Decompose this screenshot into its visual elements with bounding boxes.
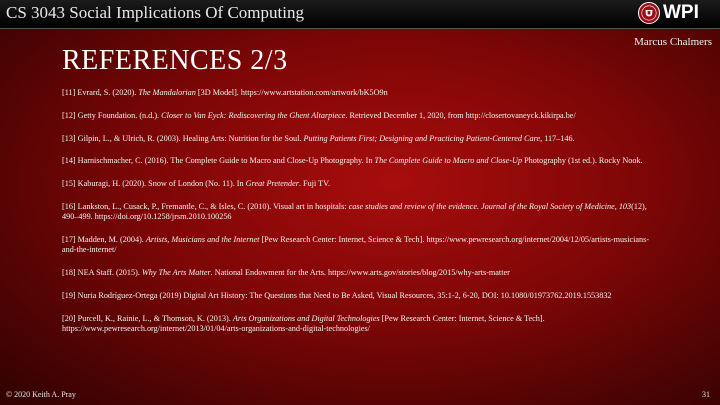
reference-text: [15] Kaburagi, H. (2020). Snow of London (No. 11). In (62, 179, 246, 189)
reference-item (62, 134, 657, 144)
reference-item (62, 156, 657, 166)
reference-text: , 117–146. (540, 133, 575, 143)
page-number: 31 (702, 390, 710, 399)
reference-text: [3D Model]. https://www.artstation.com/artwork/bK5O9n (195, 88, 388, 97)
references-list (62, 88, 657, 347)
reference-item (62, 268, 657, 278)
reference-item (62, 291, 657, 301)
reference-text: [11] Evrard, S. (2020). (62, 88, 139, 97)
copyright-footer: © 2020 Keith A. Pray (6, 390, 76, 399)
reference-italic-text: Arts Organizations and Digital Technologies (232, 313, 380, 323)
reference-italic-text: Artists, Musicians and the Internet (145, 234, 260, 244)
reference-text: . Fuji TV. (298, 179, 331, 189)
reference-text: . Retrieved December 1, 2020, from http://closertovaneyck.kikirpa.be/ (345, 110, 576, 120)
reference-item (62, 179, 657, 189)
reference-item (62, 88, 657, 98)
reference-italic-text: case studies and review of the evidence. Journal of the Royal Society of Medicine, 103 (348, 201, 632, 211)
reference-text: [Pew Research Center: Internet, Science & Tech]. https://www.pewresearch.org/internet/2004/12/05/artists-musicians-and-the-internet/ (62, 234, 650, 255)
reference-italic-text: Putting Patients First; Designing and Practicing Patient-Centered Care (303, 133, 541, 143)
wpi-seal-icon (638, 2, 660, 24)
reference-item (62, 202, 657, 222)
wpi-logo-text: WPI (663, 2, 699, 23)
reference-text: [19] Nuria Rodríguez-Ortega (2019) Digital Art History: The Questions that Need to Be Asked, Visual Resources, 35:1-2, 6-20, DOI: 10.1080/01973762.2019.1553832 (62, 290, 612, 300)
reference-item (62, 111, 657, 121)
reference-text: [16] Lankston, L., Cusack, P., Fremantle, C., & Isles, C. (2010). Visual art in hospitals: (62, 201, 349, 211)
slide-title: REFERENCES 2/3 (62, 45, 288, 76)
course-title: CS 3043 Social Implications Of Computing (6, 3, 304, 22)
reference-text: [14] Harnischmacher, C. (2016). The Complete Guide to Macro and Close-Up Photography. In (62, 156, 375, 166)
header-bar (0, 0, 720, 29)
reference-text: [13] Gilpin, L., & Ulrich, R. (2003). Healing Arts: Nutrition for the Soul. (62, 133, 304, 143)
author-name: Marcus Chalmers (634, 36, 712, 48)
reference-text: . National Endowment for the Arts. https://www.arts.gov/stories/blog/2015/why-arts-matter (210, 267, 510, 277)
reference-text: [Pew Research Center: Internet, Science & Tech]. https://www.pewresearch.org/internet/2013/01/04/arts-organizations-and-digital-technologies/ (62, 313, 545, 333)
reference-text: [18] NEA Staff. (2015). (62, 267, 142, 277)
reference-text: [12] Getty Foundation. (n.d.). (62, 110, 162, 120)
reference-text: Photography (1st ed.). Rocky Nook. (522, 156, 643, 166)
wpi-logo (638, 2, 718, 26)
reference-italic-text: Why The Arts Matter (141, 267, 211, 277)
reference-italic-text: The Complete Guide to Macro and Close-Up (374, 156, 523, 166)
reference-text: [20] Purcell, K., Rainie, L., & Thomson, K. (2013). (62, 313, 233, 323)
reference-item (62, 235, 657, 255)
reference-italic-text: Great Pretender (245, 179, 299, 189)
reference-text: (12), 490–499. https://doi.org/10.1258/jrsm.2010.100256 (62, 201, 647, 222)
reference-italic-text: The Mandalorian (138, 88, 196, 97)
reference-item (62, 314, 657, 334)
reference-italic-text: Closer to Van Eyck: Rediscovering the Ghent Altarpiece (161, 110, 346, 120)
reference-text: [17] Madden, M. (2004). (62, 234, 146, 244)
